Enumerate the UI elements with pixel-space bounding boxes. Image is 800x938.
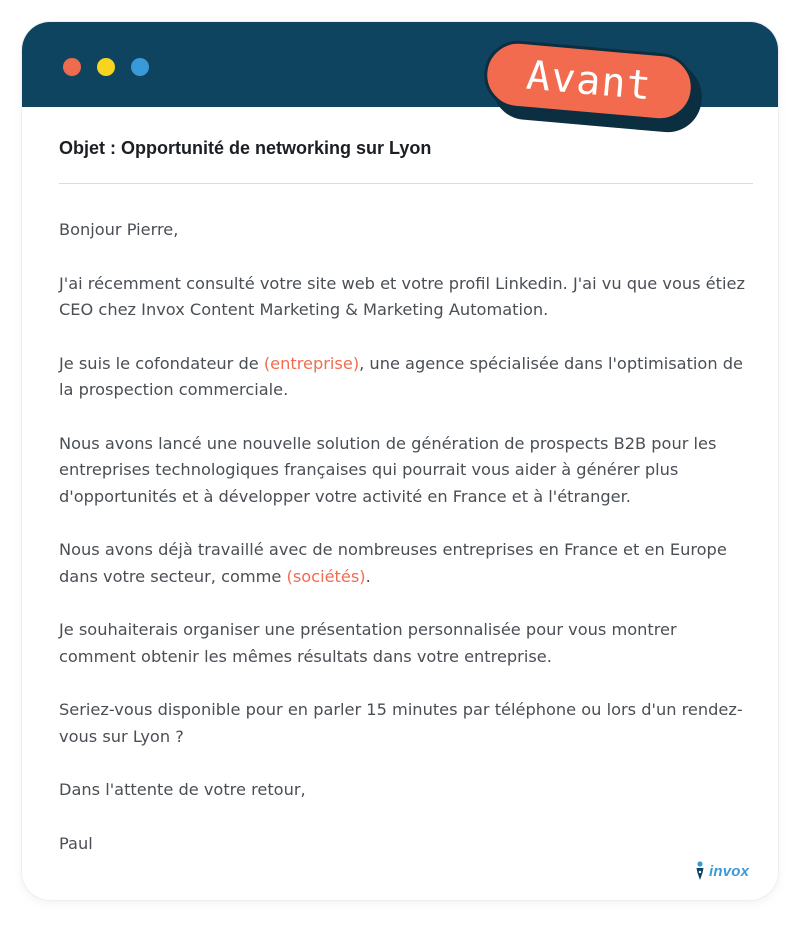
email-paragraph-solution: Nous avons lancé une nouvelle solution de génération de prospects B2B pour les entreprises technologiques françaises qui pourrait vous aider à générer plus d'opportunités et à développer votre activité en France et à l'étranger. xyxy=(59,433,717,506)
subject-divider xyxy=(59,183,753,184)
email-paragraph-references xyxy=(59,537,749,590)
email-window xyxy=(22,22,778,900)
maximize-window-dot[interactable] xyxy=(131,58,149,76)
email-paragraph-company xyxy=(59,351,749,404)
email-paragraph-intro: J'ai récemment consulté votre site web et votre profil Linkedin. J'ai vu que vous étiez CEO chez Invox Content Marketing & Marketing Automation. xyxy=(59,273,745,319)
placeholder-societes: (sociétés) xyxy=(286,566,366,586)
email-paragraph-proposal: Je souhaiterais organiser une présentation personnalisée pour vous montrer comment obtenir les mêmes résultats dans votre entreprise. xyxy=(59,620,677,666)
placeholder-entreprise: (entreprise) xyxy=(263,353,360,373)
paragraph-text: , une agence spécialisée dans l'optimisation de la prospection commerciale. xyxy=(59,353,743,399)
email-signature: Paul xyxy=(59,833,93,853)
brand-name: invox xyxy=(709,862,750,880)
paragraph-text: Nous avons déjà travaillé avec de nombreuses entreprises en France et en Europe dans votre secteur, comme xyxy=(59,540,727,586)
minimize-window-dot[interactable] xyxy=(97,58,115,76)
paragraph-text: Je suis le cofondateur de xyxy=(59,353,264,373)
invox-logo xyxy=(694,861,749,881)
email-closing: Dans l'attente de votre retour, xyxy=(59,780,306,799)
email-greeting: Bonjour Pierre, xyxy=(59,220,179,239)
close-window-dot[interactable] xyxy=(63,58,81,76)
email-body xyxy=(59,217,749,884)
badge-label: Avant xyxy=(524,52,654,110)
email-paragraph-meeting: Seriez-vous disponible pour en parler 15 minutes par téléphone ou lors d'un rendez-vous sur Lyon ? xyxy=(59,700,743,746)
pen-nib-icon xyxy=(694,861,706,881)
email-subject: Objet : Opportunité de networking sur Lyon xyxy=(59,138,432,158)
paragraph-text: . xyxy=(365,566,371,586)
